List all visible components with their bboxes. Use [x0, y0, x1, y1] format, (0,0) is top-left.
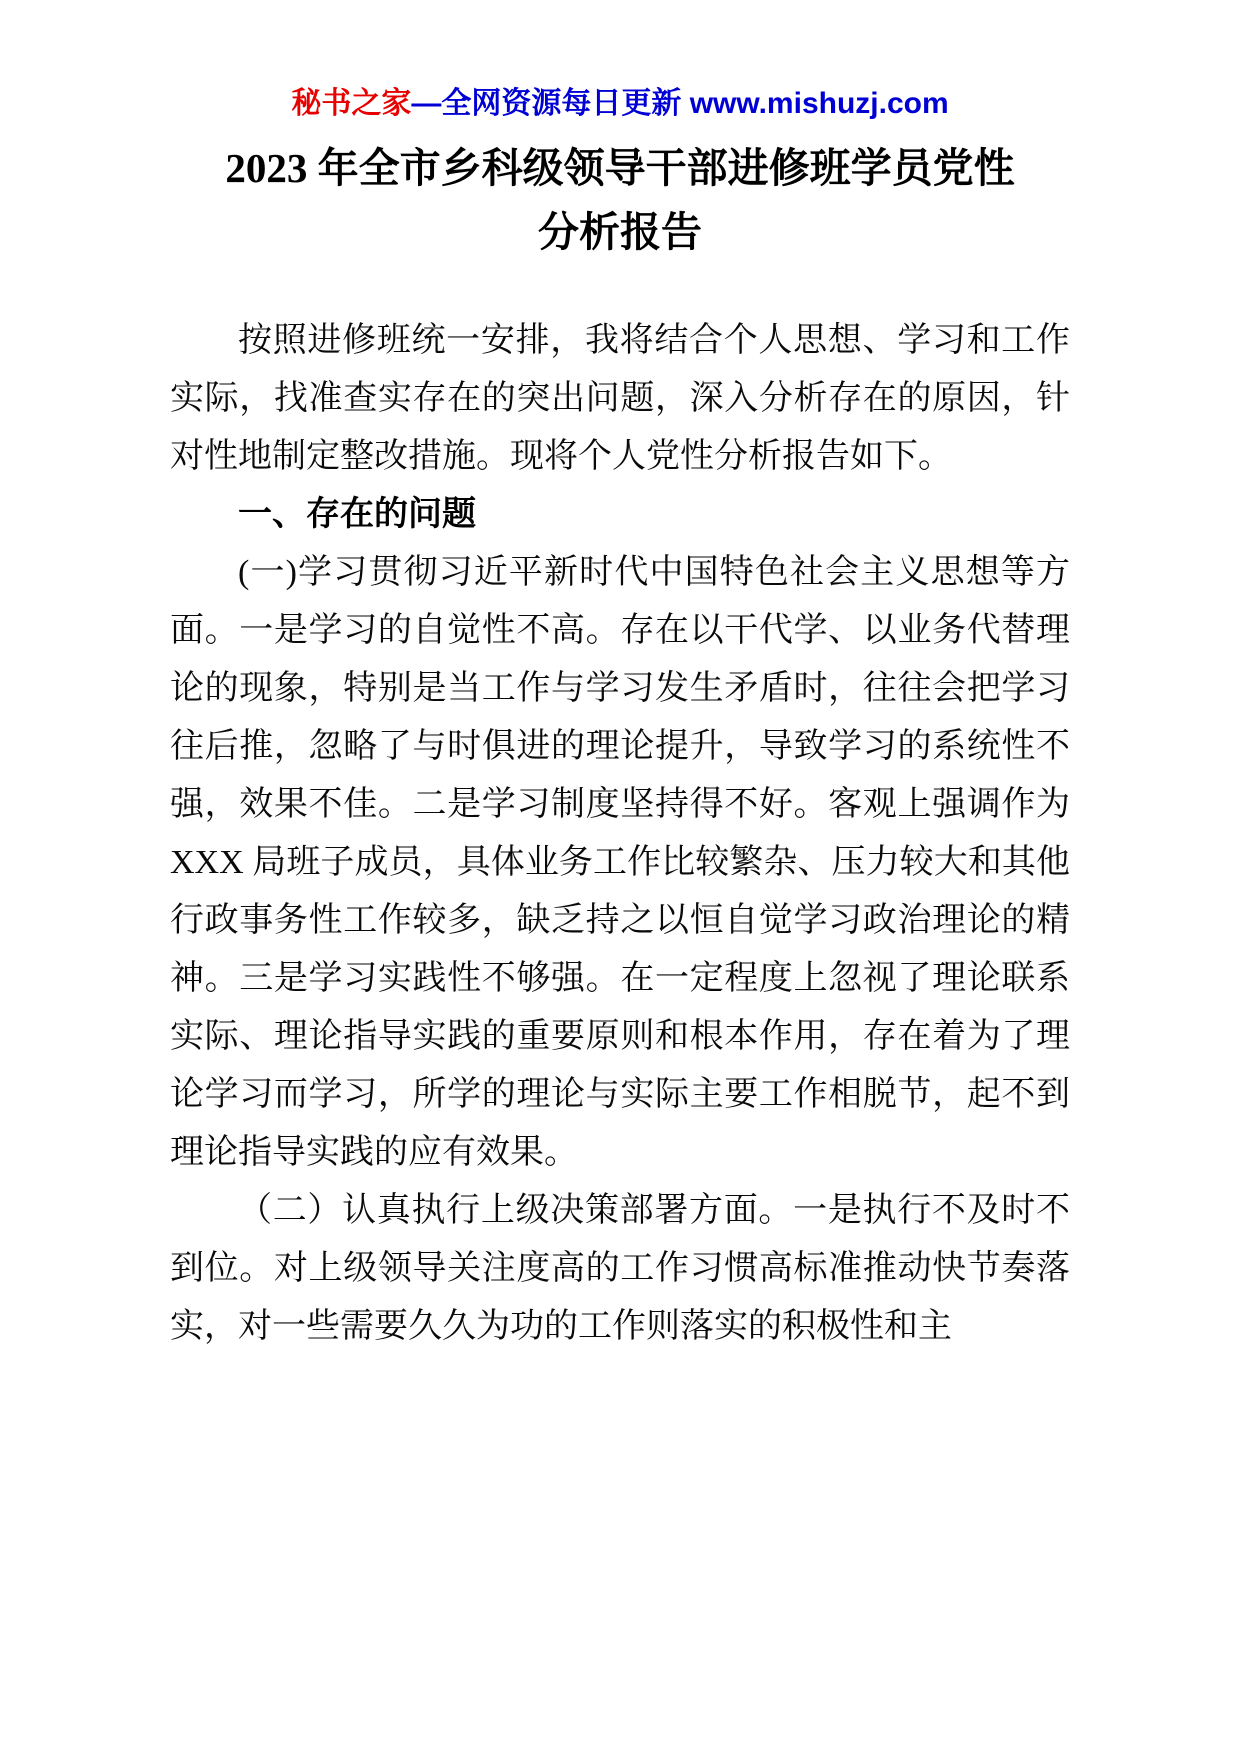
site-url-link[interactable]: www.mishuzj.com [689, 87, 949, 120]
paragraph-problem-one: (一)学习贯彻习近平新时代中国特色社会主义思想等方面。一是学习的自觉性不高。存在以干代学、以业务代替理论的现象，特别是当工作与学习发生矛盾时，往往会把学习往后推，忽略了与时俱进的理论提升，导致学习的系统性不强，效果不佳。二是学习制度坚持得不好。客观上强调作为 XXX 局班子成员，具体业务工作比较繁杂、压力较大和其他行政事务性工作较多，缺乏持之以恒自觉学习政治理论的精神。三是学习实践性不够强。在一定程度上忽视了理论联系实际、理论指导实践的重要原则和根本作用，存在着为了理论学习而学习，所学的理论与实际主要工作相脱节，起不到理论指导实践的应有效果。 [170, 554, 1070, 1172]
section-heading-problems: 一、存在的问题 [238, 496, 476, 534]
site-header [170, 84, 1070, 123]
document-body [170, 312, 1070, 1356]
site-brand: 秘书之家 [291, 87, 412, 120]
site-tagline: —全网资源每日更新 [411, 87, 690, 120]
document-title: 2023 年全市乡科级领导干部进修班学员党性分析报告 [225, 145, 1015, 255]
paragraph-problem-two: （二）认真执行上级决策部署方面。一是执行不及时不到位。对上级领导关注度高的工作习惯高标准推动快节奏落实，对一些需要久久为功的工作则落实的积极性和主 [170, 1192, 1070, 1346]
paragraph-intro: 按照进修班统一安排，我将结合个人思想、学习和工作实际，找准查实存在的突出问题，深入分析存在的原因，针对性地制定整改措施。现将个人党性分析报告如下。 [170, 322, 1070, 476]
